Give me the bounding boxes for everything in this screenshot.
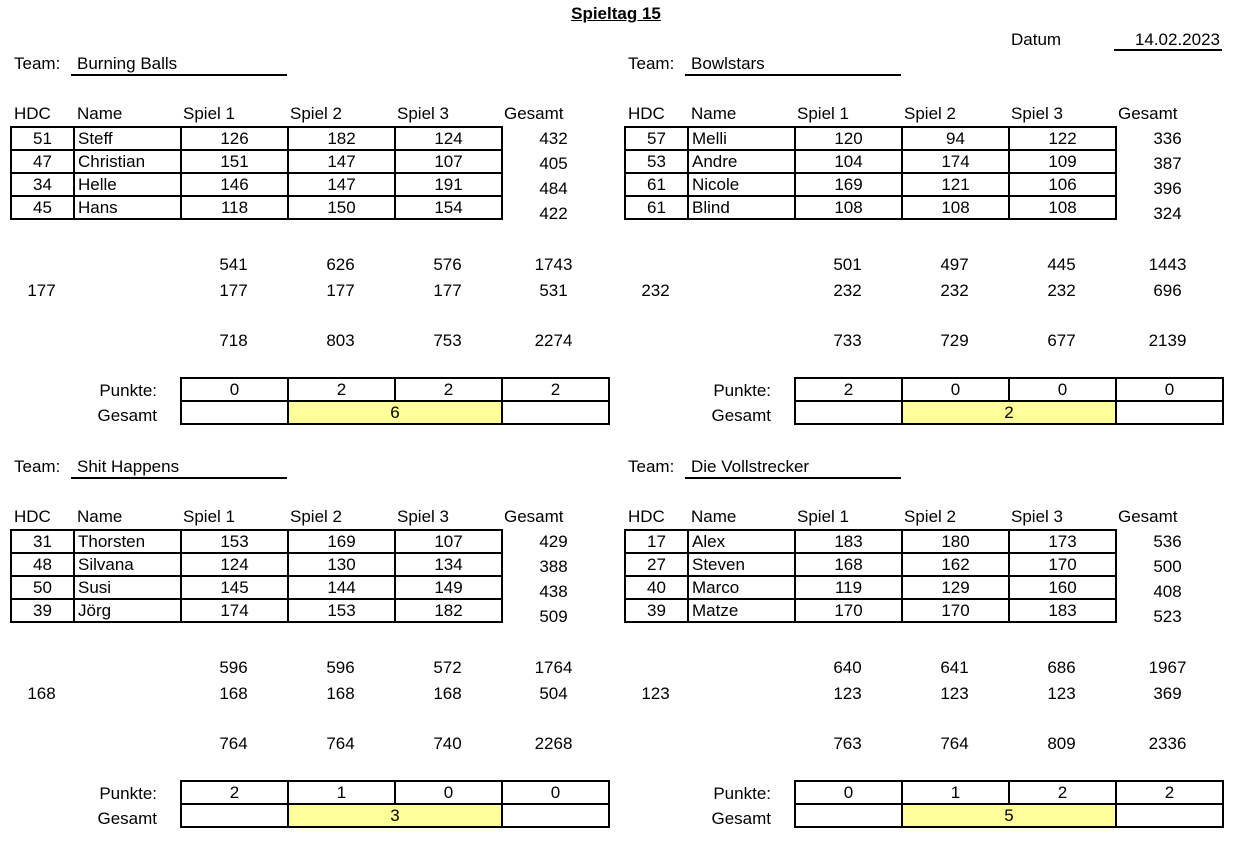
player-total: 396 xyxy=(1153,179,1182,198)
player-total: 388 xyxy=(539,557,568,576)
gesamt-value: 2 xyxy=(902,401,1116,424)
player-spiel-3: 134 xyxy=(395,553,502,576)
column-header: Spiel 3 xyxy=(1011,104,1063,123)
column-header: Spiel 2 xyxy=(290,507,342,526)
punkte-row xyxy=(181,378,609,401)
player-spiel-3: 191 xyxy=(395,173,502,196)
player-spiel-2: 108 xyxy=(902,196,1009,219)
table-row xyxy=(625,599,1116,622)
team-block xyxy=(0,0,614,440)
player-spiel-3: 154 xyxy=(395,196,502,219)
gesamt-label: Gesamt xyxy=(97,809,157,828)
column-header: Gesamt xyxy=(1118,104,1178,123)
player-spiel-1: 104 xyxy=(795,150,902,173)
player-spiel-3: 109 xyxy=(1009,150,1116,173)
column-header: Spiel 2 xyxy=(904,104,956,123)
table-row xyxy=(625,127,1116,150)
punkte-value: 2 xyxy=(502,378,609,401)
player-hdc: 31 xyxy=(11,530,74,553)
punkte-value: 0 xyxy=(502,781,609,804)
gesamt-empty-cell xyxy=(181,804,288,827)
punkte-row xyxy=(795,378,1223,401)
player-spiel-3: 149 xyxy=(395,576,502,599)
sum-value: 541 xyxy=(219,255,248,274)
sum-value: 1764 xyxy=(534,658,573,677)
punkte-value: 0 xyxy=(795,781,902,804)
player-spiel-3: 106 xyxy=(1009,173,1116,196)
player-name: Melli xyxy=(688,127,795,150)
player-spiel-3: 160 xyxy=(1009,576,1116,599)
player-spiel-3: 107 xyxy=(395,530,502,553)
column-header: HDC xyxy=(628,507,665,526)
player-spiel-1: 153 xyxy=(181,530,288,553)
grand-total-value: 764 xyxy=(326,734,355,753)
team-name: Burning Balls xyxy=(77,54,178,73)
punkte-label: Punkte: xyxy=(713,784,771,803)
player-spiel-1: 151 xyxy=(181,150,288,173)
grand-total-value: 803 xyxy=(326,331,355,350)
hdc-value: 531 xyxy=(539,281,568,300)
column-header: Name xyxy=(77,507,123,526)
column-header: Spiel 3 xyxy=(397,507,449,526)
grand-total-value: 729 xyxy=(940,331,969,350)
punkte-value: 0 xyxy=(181,378,288,401)
punkte-value: 1 xyxy=(902,781,1009,804)
team-name-underline xyxy=(685,477,901,479)
punkte-value: 0 xyxy=(902,378,1009,401)
player-spiel-3: 107 xyxy=(395,150,502,173)
player-spiel-2: 147 xyxy=(288,173,395,196)
table-row xyxy=(625,150,1116,173)
gesamt-value: 3 xyxy=(288,804,502,827)
column-header: Spiel 2 xyxy=(904,507,956,526)
punkte-value: 2 xyxy=(288,378,395,401)
table-row xyxy=(625,196,1116,219)
player-spiel-2: 174 xyxy=(902,150,1009,173)
player-spiel-1: 108 xyxy=(795,196,902,219)
gesamt-empty-cell xyxy=(795,804,902,827)
player-hdc: 17 xyxy=(625,530,688,553)
player-spiel-2: 153 xyxy=(288,599,395,622)
player-total: 324 xyxy=(1153,204,1182,223)
column-header: Name xyxy=(691,507,737,526)
punkte-value: 2 xyxy=(795,378,902,401)
player-spiel-2: 130 xyxy=(288,553,395,576)
player-hdc: 47 xyxy=(11,150,74,173)
player-total: 405 xyxy=(539,154,568,173)
hdc-value: 504 xyxy=(539,684,568,703)
hdc-value: 232 xyxy=(940,281,969,300)
column-header: HDC xyxy=(628,104,665,123)
sum-value: 572 xyxy=(433,658,462,677)
player-spiel-2: 147 xyxy=(288,150,395,173)
player-spiel-3: 170 xyxy=(1009,553,1116,576)
player-spiel-2: 150 xyxy=(288,196,395,219)
player-total: 438 xyxy=(539,582,568,601)
team-label: Team: xyxy=(628,457,675,476)
player-name: Matze xyxy=(688,599,795,622)
hdc-value: 177 xyxy=(326,281,355,300)
punkte-value: 2 xyxy=(1116,781,1223,804)
team-name: Bowlstars xyxy=(691,54,765,73)
team-block xyxy=(614,403,1228,843)
player-spiel-2: 94 xyxy=(902,127,1009,150)
column-header: Spiel 1 xyxy=(797,507,849,526)
player-spiel-2: 170 xyxy=(902,599,1009,622)
player-spiel-1: 174 xyxy=(181,599,288,622)
player-spiel-3: 182 xyxy=(395,599,502,622)
hdc-value: 123 xyxy=(1047,684,1076,703)
player-hdc: 61 xyxy=(625,196,688,219)
grand-total-value: 764 xyxy=(219,734,248,753)
player-total: 429 xyxy=(539,532,568,551)
player-hdc: 39 xyxy=(625,599,688,622)
gesamt-label: Gesamt xyxy=(711,809,771,828)
column-header: Spiel 1 xyxy=(183,507,235,526)
table-row xyxy=(11,599,502,622)
column-header: Name xyxy=(691,104,737,123)
column-header: Name xyxy=(77,104,123,123)
hdc-total: 123 xyxy=(641,684,670,703)
punkte-value: 0 xyxy=(1009,378,1116,401)
team-name-underline xyxy=(71,74,287,76)
player-spiel-1: 168 xyxy=(795,553,902,576)
sum-value: 640 xyxy=(833,658,862,677)
hdc-total: 168 xyxy=(27,684,56,703)
punkte-value: 0 xyxy=(1116,378,1223,401)
player-hdc: 51 xyxy=(11,127,74,150)
column-header: Spiel 1 xyxy=(183,104,235,123)
hdc-value: 168 xyxy=(219,684,248,703)
player-spiel-1: 170 xyxy=(795,599,902,622)
player-spiel-1: 145 xyxy=(181,576,288,599)
team-label: Team: xyxy=(14,54,61,73)
player-name: Christian xyxy=(74,150,181,173)
table-row xyxy=(625,553,1116,576)
player-name: Alex xyxy=(688,530,795,553)
player-name: Steff xyxy=(74,127,181,150)
sum-value: 626 xyxy=(326,255,355,274)
grand-total-value: 2139 xyxy=(1148,331,1187,350)
sum-value: 1967 xyxy=(1148,658,1187,677)
gesamt-label: Gesamt xyxy=(711,406,771,425)
player-hdc: 50 xyxy=(11,576,74,599)
player-spiel-2: 169 xyxy=(288,530,395,553)
hdc-value: 177 xyxy=(433,281,462,300)
team-name-underline xyxy=(685,74,901,76)
gesamt-value: 6 xyxy=(288,401,502,424)
grand-total-value: 764 xyxy=(940,734,969,753)
punkte-value: 2 xyxy=(1009,781,1116,804)
player-spiel-2: 144 xyxy=(288,576,395,599)
table-row xyxy=(11,553,502,576)
grand-total-value: 2336 xyxy=(1148,734,1187,753)
player-name: Helle xyxy=(74,173,181,196)
column-header: Gesamt xyxy=(504,104,564,123)
player-hdc: 45 xyxy=(11,196,74,219)
player-hdc: 61 xyxy=(625,173,688,196)
player-hdc: 57 xyxy=(625,127,688,150)
team-label: Team: xyxy=(14,457,61,476)
player-name: Thorsten xyxy=(74,530,181,553)
grand-total-value: 718 xyxy=(219,331,248,350)
grand-total-value: 2274 xyxy=(534,331,573,350)
table-row xyxy=(11,150,502,173)
player-total: 387 xyxy=(1153,154,1182,173)
datum-label: Datum xyxy=(1011,30,1062,49)
table-row xyxy=(625,530,1116,553)
gesamt-label: Gesamt xyxy=(97,406,157,425)
player-hdc: 27 xyxy=(625,553,688,576)
column-header: Spiel 1 xyxy=(797,104,849,123)
player-spiel-1: 169 xyxy=(795,173,902,196)
team-block xyxy=(614,0,1228,440)
player-spiel-3: 108 xyxy=(1009,196,1116,219)
player-total: 523 xyxy=(1153,607,1182,626)
player-hdc: 40 xyxy=(625,576,688,599)
player-name: Hans xyxy=(74,196,181,219)
player-total: 336 xyxy=(1153,129,1182,148)
gesamt-empty-cell xyxy=(502,804,609,827)
team-name: Shit Happens xyxy=(77,457,180,476)
player-name: Susi xyxy=(74,576,181,599)
hdc-value: 232 xyxy=(1047,281,1076,300)
player-table xyxy=(10,126,503,220)
player-total: 509 xyxy=(539,607,568,626)
gesamt-value: 5 xyxy=(902,804,1116,827)
column-header: Spiel 3 xyxy=(397,104,449,123)
grand-total-value: 733 xyxy=(833,331,862,350)
punkte-row xyxy=(795,781,1223,804)
grand-total-value: 763 xyxy=(833,734,862,753)
grand-total-value: 753 xyxy=(433,331,462,350)
punkte-value: 2 xyxy=(181,781,288,804)
player-name: Silvana xyxy=(74,553,181,576)
player-spiel-3: 183 xyxy=(1009,599,1116,622)
table-row xyxy=(11,173,502,196)
hdc-total: 232 xyxy=(641,281,670,300)
grand-total-value: 740 xyxy=(433,734,462,753)
player-name: Jörg xyxy=(74,599,181,622)
grand-total-value: 2268 xyxy=(534,734,573,753)
column-header: Spiel 2 xyxy=(290,104,342,123)
grand-total-value: 809 xyxy=(1047,734,1076,753)
punkte-value: 2 xyxy=(395,378,502,401)
team-name-underline xyxy=(71,477,287,479)
player-spiel-1: 124 xyxy=(181,553,288,576)
gesamt-empty-cell xyxy=(1116,804,1223,827)
player-spiel-3: 122 xyxy=(1009,127,1116,150)
table-row xyxy=(11,127,502,150)
punkte-value: 0 xyxy=(395,781,502,804)
sum-value: 1743 xyxy=(534,255,573,274)
punkte-value: 1 xyxy=(288,781,395,804)
column-header: HDC xyxy=(14,104,51,123)
sum-value: 1443 xyxy=(1148,255,1187,274)
table-row xyxy=(625,576,1116,599)
hdc-value: 123 xyxy=(940,684,969,703)
player-name: Steven xyxy=(688,553,795,576)
player-spiel-2: 129 xyxy=(902,576,1009,599)
player-total: 422 xyxy=(539,204,568,223)
hdc-value: 369 xyxy=(1153,684,1182,703)
player-hdc: 39 xyxy=(11,599,74,622)
sum-value: 501 xyxy=(833,255,862,274)
datum-value: 14.02.2023 xyxy=(1134,30,1220,49)
player-hdc: 53 xyxy=(625,150,688,173)
column-header: Spiel 3 xyxy=(1011,507,1063,526)
gesamt-row xyxy=(795,804,1223,827)
hdc-total: 177 xyxy=(27,281,56,300)
player-name: Nicole xyxy=(688,173,795,196)
player-spiel-2: 180 xyxy=(902,530,1009,553)
player-spiel-1: 118 xyxy=(181,196,288,219)
player-table xyxy=(10,529,503,623)
table-row xyxy=(11,530,502,553)
hdc-value: 232 xyxy=(833,281,862,300)
player-name: Blind xyxy=(688,196,795,219)
player-spiel-2: 162 xyxy=(902,553,1009,576)
hdc-value: 123 xyxy=(833,684,862,703)
sum-value: 596 xyxy=(326,658,355,677)
player-hdc: 48 xyxy=(11,553,74,576)
table-row xyxy=(625,173,1116,196)
player-name: Marco xyxy=(688,576,795,599)
player-total: 408 xyxy=(1153,582,1182,601)
punkte-label: Punkte: xyxy=(713,381,771,400)
punkte-row xyxy=(181,781,609,804)
sum-value: 576 xyxy=(433,255,462,274)
player-spiel-1: 119 xyxy=(795,576,902,599)
sum-value: 596 xyxy=(219,658,248,677)
gesamt-row xyxy=(181,804,609,827)
player-spiel-3: 124 xyxy=(395,127,502,150)
column-header: HDC xyxy=(14,507,51,526)
hdc-value: 168 xyxy=(433,684,462,703)
player-spiel-1: 146 xyxy=(181,173,288,196)
column-header: Gesamt xyxy=(504,507,564,526)
player-hdc: 34 xyxy=(11,173,74,196)
player-spiel-3: 173 xyxy=(1009,530,1116,553)
points-table xyxy=(794,780,1224,828)
team-name: Die Vollstrecker xyxy=(691,457,810,476)
page-title: Spieltag 15 xyxy=(571,4,661,23)
player-spiel-1: 183 xyxy=(795,530,902,553)
player-total: 536 xyxy=(1153,532,1182,551)
player-total: 484 xyxy=(539,179,568,198)
player-spiel-1: 126 xyxy=(181,127,288,150)
player-spiel-2: 121 xyxy=(902,173,1009,196)
player-total: 432 xyxy=(539,129,568,148)
punkte-label: Punkte: xyxy=(99,381,157,400)
points-table xyxy=(180,780,610,828)
player-name: Andre xyxy=(688,150,795,173)
player-spiel-1: 120 xyxy=(795,127,902,150)
table-row xyxy=(11,576,502,599)
team-label: Team: xyxy=(628,54,675,73)
player-table xyxy=(624,126,1117,220)
sum-value: 686 xyxy=(1047,658,1076,677)
player-spiel-2: 182 xyxy=(288,127,395,150)
player-table xyxy=(624,529,1117,623)
sum-value: 445 xyxy=(1047,255,1076,274)
player-total: 500 xyxy=(1153,557,1182,576)
column-header: Gesamt xyxy=(1118,507,1178,526)
sum-value: 497 xyxy=(940,255,969,274)
punkte-label: Punkte: xyxy=(99,784,157,803)
sum-value: 641 xyxy=(940,658,969,677)
hdc-value: 168 xyxy=(326,684,355,703)
team-block xyxy=(0,403,614,843)
hdc-value: 177 xyxy=(219,281,248,300)
hdc-value: 696 xyxy=(1153,281,1182,300)
table-row xyxy=(11,196,502,219)
grand-total-value: 677 xyxy=(1047,331,1076,350)
